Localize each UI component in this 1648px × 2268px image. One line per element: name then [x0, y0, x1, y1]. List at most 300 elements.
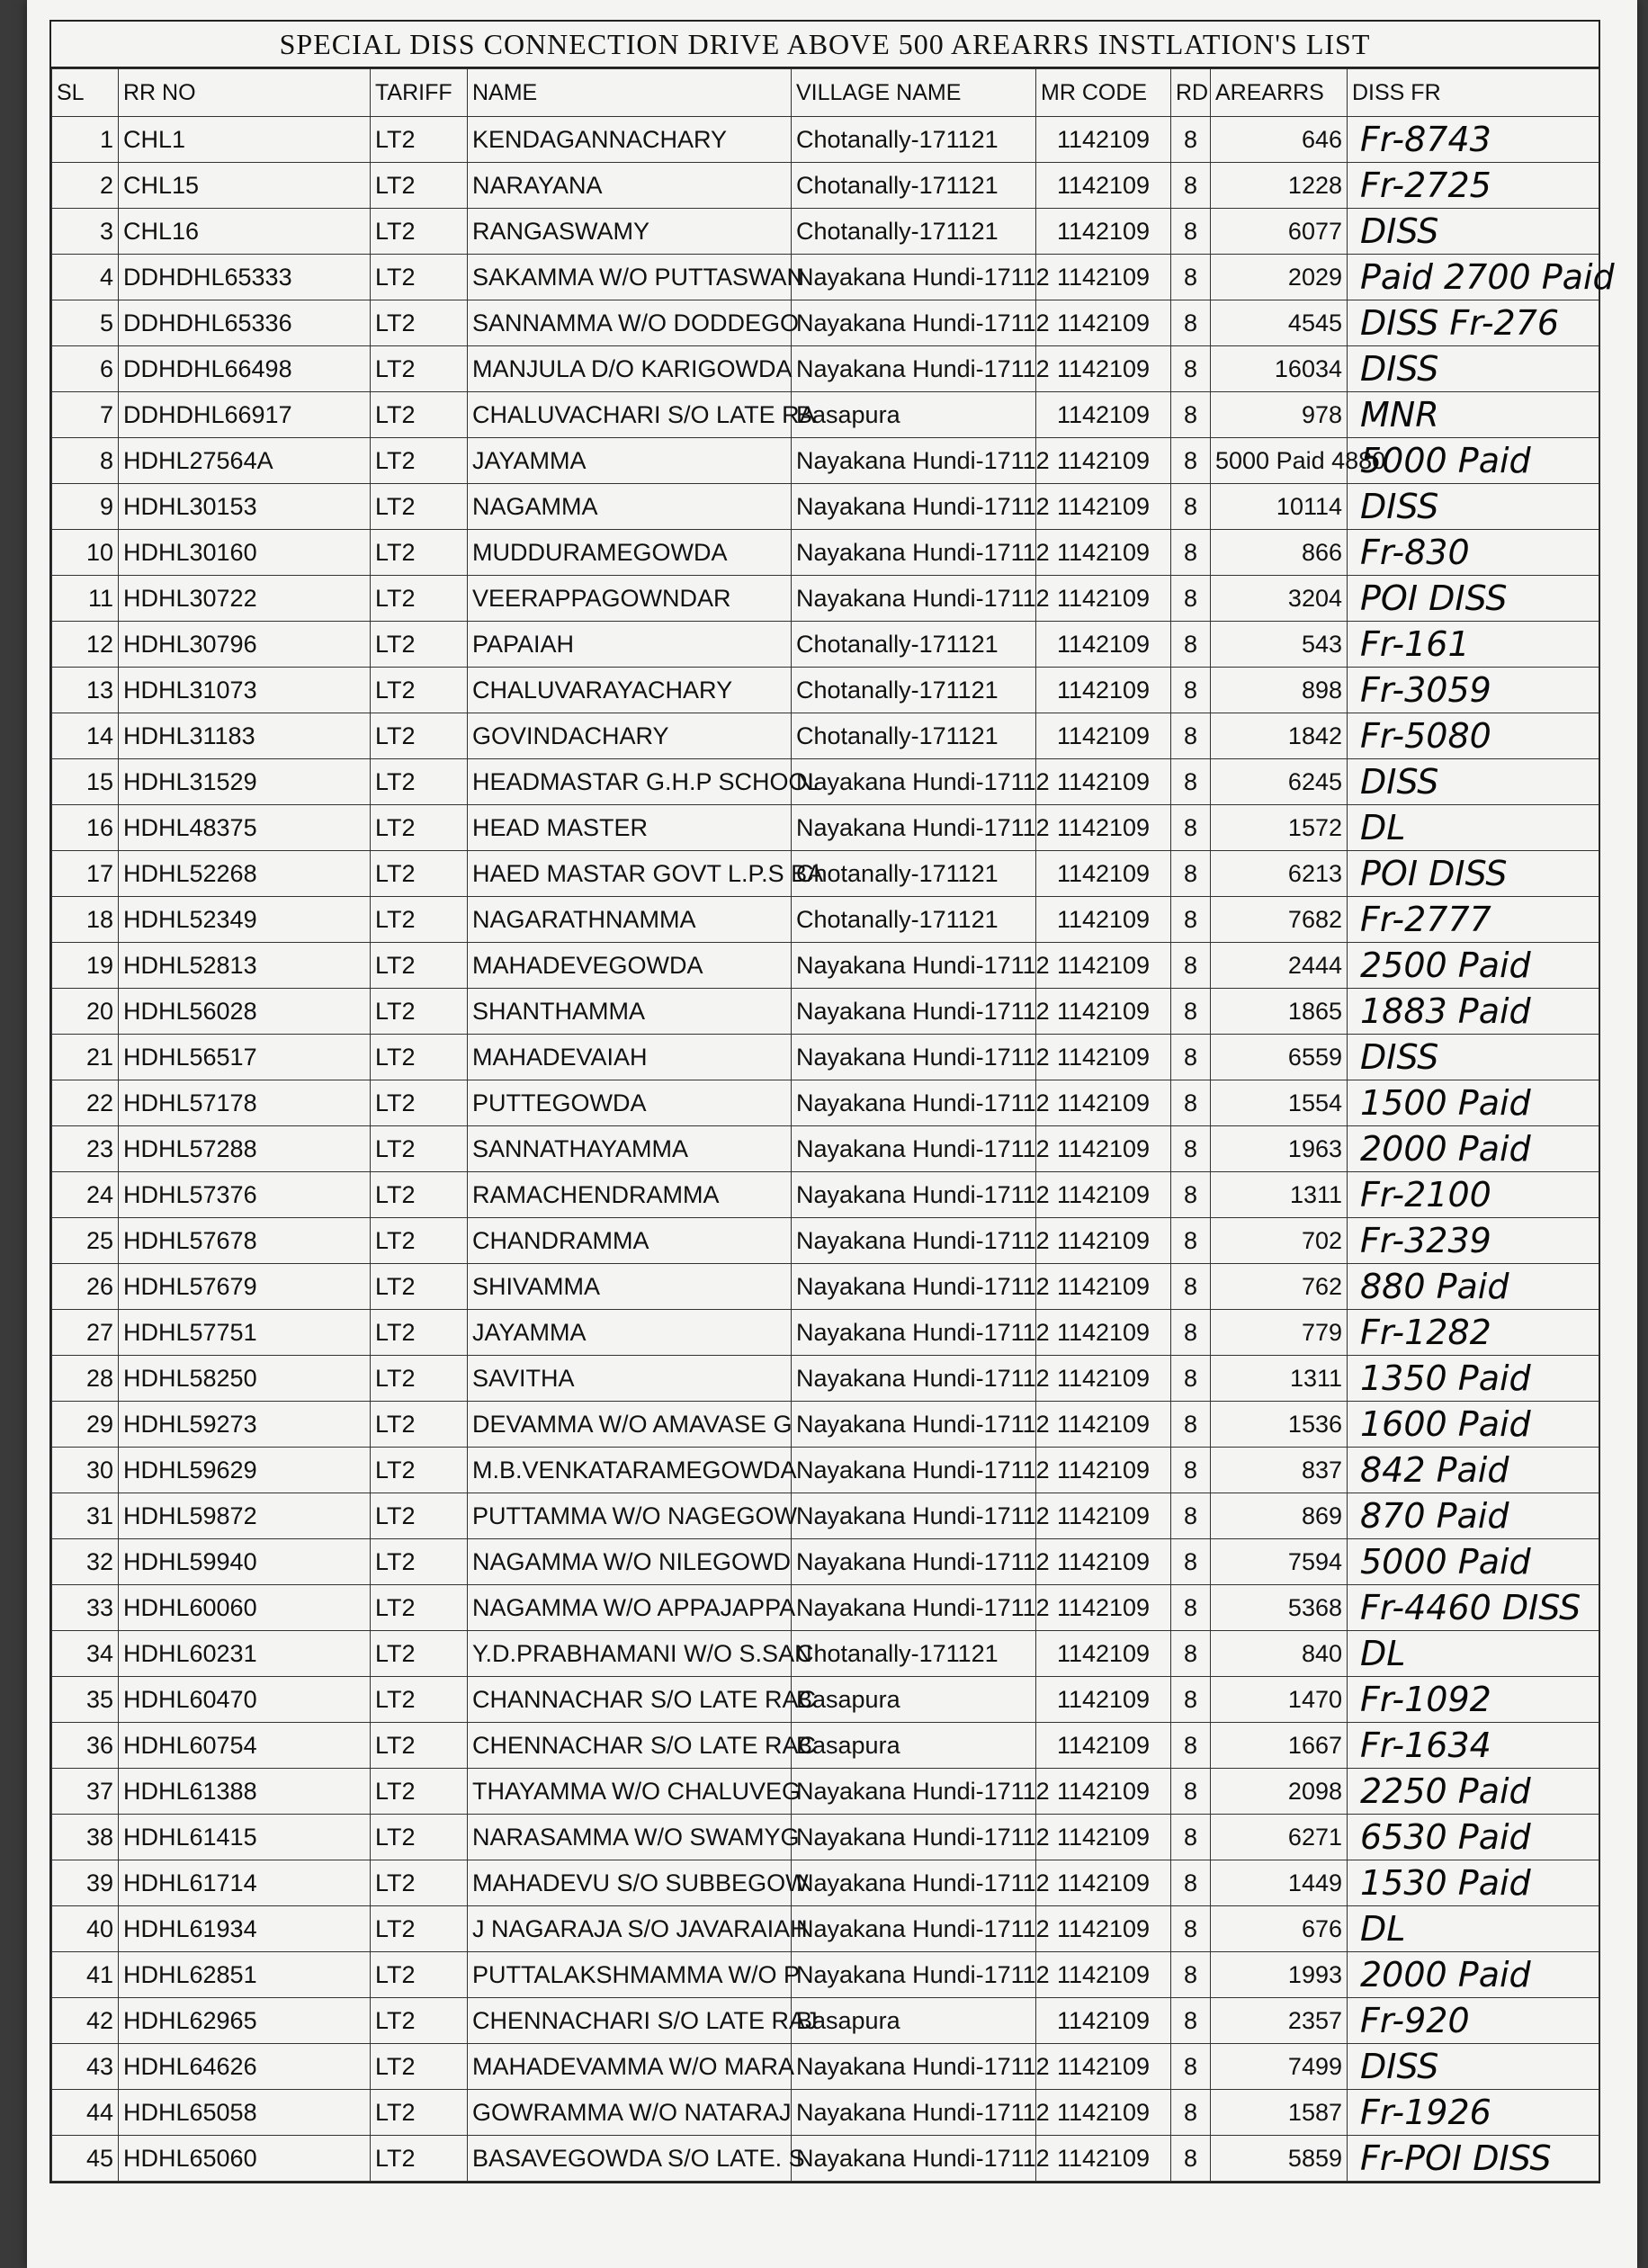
cell-arrears: 7594 [1211, 1539, 1348, 1585]
cell-rr-no: HDHL48375 [119, 805, 371, 851]
cell-name: DEVAMMA W/O AMAVASE G [468, 1402, 792, 1448]
cell-rd: 8 [1171, 1539, 1211, 1585]
cell-sl: 3 [52, 209, 119, 255]
table-row [52, 484, 1599, 530]
cell-arrears: 676 [1211, 1906, 1348, 1952]
cell-diss-fr: DISS Fr-276 [1348, 300, 1599, 346]
installations-table [51, 68, 1615, 2182]
cell-rr-no: HDHL31073 [119, 668, 371, 713]
cell-sl: 43 [52, 2044, 119, 2090]
cell-rd: 8 [1171, 897, 1211, 943]
cell-rr-no: HDHL30796 [119, 622, 371, 668]
cell-village: Nayakana Hundi-17112 [792, 484, 1036, 530]
cell-tariff: LT2 [371, 346, 468, 392]
cell-village: Nayakana Hundi-17112 [792, 1402, 1036, 1448]
table-row [52, 2044, 1599, 2090]
cell-tariff: LT2 [371, 1310, 468, 1356]
table-row [52, 1860, 1599, 1906]
cell-rr-no: HDHL59273 [119, 1402, 371, 1448]
cell-rd: 8 [1171, 2090, 1211, 2136]
cell-tariff: LT2 [371, 759, 468, 805]
cell-tariff: LT2 [371, 209, 468, 255]
cell-name: JAYAMMA [468, 1310, 792, 1356]
cell-mr-code: 1142109 [1036, 943, 1171, 989]
cell-rd: 8 [1171, 1035, 1211, 1080]
cell-rd: 8 [1171, 1769, 1211, 1815]
cell-village: Nayakana Hundi-17112 [792, 2044, 1036, 2090]
cell-diss-fr: 1530 Paid [1348, 1860, 1599, 1906]
cell-village: Nayakana Hundi-17112 [792, 255, 1036, 300]
cell-tariff: LT2 [371, 1402, 468, 1448]
cell-village: Nayakana Hundi-17112 [792, 1952, 1036, 1998]
cell-diss-fr: 1600 Paid [1348, 1402, 1599, 1448]
table-row [52, 1264, 1599, 1310]
col-header-arrears: AREARRS [1211, 69, 1348, 117]
cell-mr-code: 1142109 [1036, 897, 1171, 943]
cell-sl: 10 [52, 530, 119, 576]
cell-rd: 8 [1171, 1448, 1211, 1493]
cell-village: Nayakana Hundi-17112 [792, 989, 1036, 1035]
cell-name: M.B.VENKATARAMEGOWDA [468, 1448, 792, 1493]
cell-arrears: 2357 [1211, 1998, 1348, 2044]
cell-rd: 8 [1171, 209, 1211, 255]
cell-mr-code: 1142109 [1036, 1860, 1171, 1906]
cell-arrears: 1449 [1211, 1860, 1348, 1906]
cell-diss-fr: POI DISS [1348, 576, 1599, 622]
cell-sl: 23 [52, 1126, 119, 1172]
cell-rr-no: HDHL31183 [119, 713, 371, 759]
cell-arrears: 1470 [1211, 1677, 1348, 1723]
cell-diss-fr: DISS [1348, 484, 1599, 530]
cell-village: Nayakana Hundi-17112 [792, 1539, 1036, 1585]
cell-tariff: LT2 [371, 989, 468, 1035]
cell-mr-code: 1142109 [1036, 1218, 1171, 1264]
cell-name: SAKAMMA W/O PUTTASWAN [468, 255, 792, 300]
cell-diss-fr: 1500 Paid [1348, 1080, 1599, 1126]
cell-rr-no: DDHDHL66498 [119, 346, 371, 392]
cell-rd: 8 [1171, 1860, 1211, 1906]
cell-village: Basapura [792, 1723, 1036, 1769]
table-row [52, 668, 1599, 713]
cell-arrears: 1572 [1211, 805, 1348, 851]
cell-rd: 8 [1171, 713, 1211, 759]
cell-mr-code: 1142109 [1036, 1631, 1171, 1677]
cell-name: PUTTALAKSHMAMMA W/O P [468, 1952, 792, 1998]
cell-rd: 8 [1171, 1631, 1211, 1677]
cell-tariff: LT2 [371, 1080, 468, 1126]
cell-tariff: LT2 [371, 897, 468, 943]
cell-mr-code: 1142109 [1036, 1126, 1171, 1172]
cell-rr-no: HDHL57376 [119, 1172, 371, 1218]
cell-sl: 2 [52, 163, 119, 209]
cell-rr-no: HDHL57751 [119, 1310, 371, 1356]
cell-rr-no: HDHL58250 [119, 1356, 371, 1402]
cell-rd: 8 [1171, 438, 1211, 484]
cell-diss-fr: 2000 Paid [1348, 1126, 1599, 1172]
cell-name: CHENNACHAR S/O LATE RAC [468, 1723, 792, 1769]
cell-rd: 8 [1171, 989, 1211, 1035]
cell-rr-no: HDHL31529 [119, 759, 371, 805]
cell-mr-code: 1142109 [1036, 576, 1171, 622]
cell-rr-no: HDHL61714 [119, 1860, 371, 1906]
cell-mr-code: 1142109 [1036, 1356, 1171, 1402]
cell-village: Nayakana Hundi-17112 [792, 438, 1036, 484]
cell-rd: 8 [1171, 484, 1211, 530]
cell-sl: 36 [52, 1723, 119, 1769]
table-row [52, 1126, 1599, 1172]
cell-tariff: LT2 [371, 1493, 468, 1539]
cell-name: MAHADEVU S/O SUBBEGOW [468, 1860, 792, 1906]
cell-rr-no: HDHL56517 [119, 1035, 371, 1080]
cell-name: BASAVEGOWDA S/O LATE. S [468, 2136, 792, 2182]
cell-rd: 8 [1171, 530, 1211, 576]
cell-diss-fr: Fr-1926 [1348, 2090, 1599, 2136]
cell-mr-code: 1142109 [1036, 989, 1171, 1035]
cell-rd: 8 [1171, 576, 1211, 622]
cell-village: Nayakana Hundi-17112 [792, 1080, 1036, 1126]
cell-mr-code: 1142109 [1036, 1080, 1171, 1126]
cell-sl: 19 [52, 943, 119, 989]
cell-name: JAYAMMA [468, 438, 792, 484]
cell-village: Basapura [792, 1677, 1036, 1723]
cell-mr-code: 1142109 [1036, 1493, 1171, 1539]
cell-diss-fr: DL [1348, 1631, 1599, 1677]
cell-name: NAGAMMA [468, 484, 792, 530]
cell-rr-no: HDHL61388 [119, 1769, 371, 1815]
cell-tariff: LT2 [371, 1906, 468, 1952]
cell-diss-fr: Fr-POI DISS [1348, 2136, 1599, 2182]
cell-rr-no: HDHL62965 [119, 1998, 371, 2044]
cell-diss-fr: Fr-2777 [1348, 897, 1599, 943]
cell-rd: 8 [1171, 1126, 1211, 1172]
cell-sl: 11 [52, 576, 119, 622]
cell-diss-fr: DISS [1348, 209, 1599, 255]
cell-village: Nayakana Hundi-17112 [792, 1126, 1036, 1172]
cell-arrears: 7682 [1211, 897, 1348, 943]
cell-name: KENDAGANNACHARY [468, 117, 792, 163]
cell-rd: 8 [1171, 851, 1211, 897]
col-header-rr-no: RR NO [119, 69, 371, 117]
cell-arrears: 2029 [1211, 255, 1348, 300]
cell-diss-fr: 1350 Paid [1348, 1356, 1599, 1402]
cell-sl: 34 [52, 1631, 119, 1677]
cell-diss-fr: 6530 Paid [1348, 1815, 1599, 1860]
col-header-sl: SL [52, 69, 119, 117]
cell-sl: 26 [52, 1264, 119, 1310]
cell-tariff: LT2 [371, 1815, 468, 1860]
cell-village: Nayakana Hundi-17112 [792, 2090, 1036, 2136]
cell-diss-fr: Fr-920 [1348, 1998, 1599, 2044]
cell-village: Nayakana Hundi-17112 [792, 1218, 1036, 1264]
cell-diss-fr: DISS [1348, 1035, 1599, 1080]
cell-village: Nayakana Hundi-17112 [792, 759, 1036, 805]
cell-rr-no: HDHL60470 [119, 1677, 371, 1723]
cell-arrears: 5859 [1211, 2136, 1348, 2182]
cell-tariff: LT2 [371, 1860, 468, 1906]
cell-rr-no: HDHL27564A [119, 438, 371, 484]
cell-arrears: 1554 [1211, 1080, 1348, 1126]
cell-name: HEAD MASTER [468, 805, 792, 851]
cell-rd: 8 [1171, 1815, 1211, 1860]
cell-diss-fr: 880 Paid [1348, 1264, 1599, 1310]
cell-village: Chotanally-171121 [792, 163, 1036, 209]
cell-mr-code: 1142109 [1036, 713, 1171, 759]
cell-sl: 8 [52, 438, 119, 484]
cell-village: Nayakana Hundi-17112 [792, 300, 1036, 346]
cell-mr-code: 1142109 [1036, 805, 1171, 851]
cell-village: Chotanally-171121 [792, 851, 1036, 897]
cell-tariff: LT2 [371, 1448, 468, 1493]
cell-rr-no: HDHL60754 [119, 1723, 371, 1769]
col-header-rd: RD [1171, 69, 1211, 117]
cell-arrears: 1963 [1211, 1126, 1348, 1172]
cell-arrears: 1536 [1211, 1402, 1348, 1448]
cell-name: GOVINDACHARY [468, 713, 792, 759]
cell-tariff: LT2 [371, 2136, 468, 2182]
cell-rd: 8 [1171, 1677, 1211, 1723]
cell-village: Nayakana Hundi-17112 [792, 1493, 1036, 1539]
cell-name: MANJULA D/O KARIGOWDA [468, 346, 792, 392]
cell-arrears: 837 [1211, 1448, 1348, 1493]
cell-village: Chotanally-171121 [792, 668, 1036, 713]
cell-rr-no: HDHL57178 [119, 1080, 371, 1126]
cell-rd: 8 [1171, 1585, 1211, 1631]
cell-name: NAGAMMA W/O NILEGOWD [468, 1539, 792, 1585]
cell-village: Nayakana Hundi-17112 [792, 1815, 1036, 1860]
cell-arrears: 10114 [1211, 484, 1348, 530]
cell-rd: 8 [1171, 1906, 1211, 1952]
cell-rr-no: HDHL52349 [119, 897, 371, 943]
cell-tariff: LT2 [371, 713, 468, 759]
cell-mr-code: 1142109 [1036, 1539, 1171, 1585]
cell-diss-fr: Paid 2700 Paid [1348, 255, 1599, 300]
cell-mr-code: 1142109 [1036, 1585, 1171, 1631]
cell-name: NAGARATHNAMMA [468, 897, 792, 943]
cell-name: SHIVAMMA [468, 1264, 792, 1310]
table-row [52, 1723, 1599, 1769]
cell-diss-fr: 5000 Paid [1348, 1539, 1599, 1585]
cell-village: Basapura [792, 1998, 1036, 2044]
cell-rr-no: HDHL30722 [119, 576, 371, 622]
cell-arrears: 1667 [1211, 1723, 1348, 1769]
cell-village: Basapura [792, 392, 1036, 438]
cell-rr-no: HDHL57678 [119, 1218, 371, 1264]
cell-tariff: LT2 [371, 1035, 468, 1080]
cell-name: MUDDURAMEGOWDA [468, 530, 792, 576]
table-row [52, 989, 1599, 1035]
cell-mr-code: 1142109 [1036, 484, 1171, 530]
cell-name: CHANDRAMMA [468, 1218, 792, 1264]
cell-sl: 27 [52, 1310, 119, 1356]
cell-sl: 42 [52, 1998, 119, 2044]
cell-tariff: LT2 [371, 1998, 468, 2044]
cell-rr-no: DDHDHL66917 [119, 392, 371, 438]
cell-rr-no: HDHL64626 [119, 2044, 371, 2090]
cell-name: CHALUVACHARI S/O LATE RA [468, 392, 792, 438]
cell-mr-code: 1142109 [1036, 300, 1171, 346]
table-row [52, 346, 1599, 392]
cell-arrears: 6077 [1211, 209, 1348, 255]
cell-arrears: 16034 [1211, 346, 1348, 392]
cell-mr-code: 1142109 [1036, 117, 1171, 163]
cell-rr-no: CHL15 [119, 163, 371, 209]
cell-diss-fr: Fr-1282 [1348, 1310, 1599, 1356]
cell-mr-code: 1142109 [1036, 1402, 1171, 1448]
cell-diss-fr: DISS [1348, 759, 1599, 805]
cell-mr-code: 1142109 [1036, 163, 1171, 209]
table-row [52, 1448, 1599, 1493]
cell-arrears: 1865 [1211, 989, 1348, 1035]
cell-sl: 14 [52, 713, 119, 759]
cell-tariff: LT2 [371, 1356, 468, 1402]
cell-arrears: 702 [1211, 1218, 1348, 1264]
cell-rd: 8 [1171, 117, 1211, 163]
cell-village: Nayakana Hundi-17112 [792, 1906, 1036, 1952]
cell-tariff: LT2 [371, 530, 468, 576]
cell-name: NARAYANA [468, 163, 792, 209]
cell-arrears: 1587 [1211, 2090, 1348, 2136]
cell-mr-code: 1142109 [1036, 1677, 1171, 1723]
cell-arrears: 866 [1211, 530, 1348, 576]
cell-diss-fr: 5000 Paid [1348, 438, 1599, 484]
cell-village: Nayakana Hundi-17112 [792, 1310, 1036, 1356]
cell-diss-fr: Fr-3239 [1348, 1218, 1599, 1264]
cell-diss-fr: MNR [1348, 392, 1599, 438]
cell-rr-no: HDHL61415 [119, 1815, 371, 1860]
cell-sl: 44 [52, 2090, 119, 2136]
cell-sl: 6 [52, 346, 119, 392]
cell-rd: 8 [1171, 1356, 1211, 1402]
cell-rd: 8 [1171, 1493, 1211, 1539]
cell-name: GOWRAMMA W/O NATARAJ [468, 2090, 792, 2136]
cell-name: VEERAPPAGOWNDAR [468, 576, 792, 622]
cell-name: CHALUVARAYACHARY [468, 668, 792, 713]
cell-tariff: LT2 [371, 484, 468, 530]
cell-name: HEADMASTAR G.H.P SCHOOL [468, 759, 792, 805]
cell-mr-code: 1142109 [1036, 668, 1171, 713]
cell-tariff: LT2 [371, 2090, 468, 2136]
cell-sl: 22 [52, 1080, 119, 1126]
cell-arrears: 1228 [1211, 163, 1348, 209]
cell-rr-no: HDHL59629 [119, 1448, 371, 1493]
cell-mr-code: 1142109 [1036, 392, 1171, 438]
cell-sl: 7 [52, 392, 119, 438]
cell-name: RANGASWAMY [468, 209, 792, 255]
cell-arrears: 6213 [1211, 851, 1348, 897]
table-row [52, 438, 1599, 484]
cell-rr-no: HDHL59940 [119, 1539, 371, 1585]
table-row [52, 805, 1599, 851]
cell-village: Nayakana Hundi-17112 [792, 576, 1036, 622]
cell-tariff: LT2 [371, 1769, 468, 1815]
cell-diss-fr: 842 Paid [1348, 1448, 1599, 1493]
cell-name: MAHADEVEGOWDA [468, 943, 792, 989]
cell-rd: 8 [1171, 668, 1211, 713]
cell-rr-no: HDHL30153 [119, 484, 371, 530]
cell-mr-code: 1142109 [1036, 1448, 1171, 1493]
cell-name: PUTTAMMA W/O NAGEGOW [468, 1493, 792, 1539]
cell-arrears: 6559 [1211, 1035, 1348, 1080]
cell-village: Nayakana Hundi-17112 [792, 2136, 1036, 2182]
cell-rd: 8 [1171, 255, 1211, 300]
cell-name: HAED MASTAR GOVT L.P.S BA [468, 851, 792, 897]
cell-diss-fr: Fr-1092 [1348, 1677, 1599, 1723]
table-row [52, 1402, 1599, 1448]
table-row [52, 163, 1599, 209]
cell-mr-code: 1142109 [1036, 2044, 1171, 2090]
table-row [52, 576, 1599, 622]
cell-rr-no: HDHL61934 [119, 1906, 371, 1952]
cell-rd: 8 [1171, 1998, 1211, 2044]
col-header-mr-code: MR CODE [1036, 69, 1171, 117]
cell-rr-no: HDHL57679 [119, 1264, 371, 1310]
cell-sl: 33 [52, 1585, 119, 1631]
cell-name: PAPAIAH [468, 622, 792, 668]
table-row [52, 1080, 1599, 1126]
table-row [52, 622, 1599, 668]
cell-rr-no: HDHL60060 [119, 1585, 371, 1631]
table-row [52, 2136, 1599, 2182]
cell-tariff: LT2 [371, 300, 468, 346]
cell-rr-no: CHL16 [119, 209, 371, 255]
cell-arrears: 5000 Paid 4880 [1211, 438, 1348, 484]
cell-diss-fr: DISS [1348, 346, 1599, 392]
cell-arrears: 898 [1211, 668, 1348, 713]
table-row [52, 530, 1599, 576]
cell-rd: 8 [1171, 1264, 1211, 1310]
cell-village: Chotanally-171121 [792, 897, 1036, 943]
col-header-village: VILLAGE NAME [792, 69, 1036, 117]
cell-diss-fr: 1883 Paid [1348, 989, 1599, 1035]
cell-name: SANNATHAYAMMA [468, 1126, 792, 1172]
cell-name: MAHADEVAIAH [468, 1035, 792, 1080]
cell-mr-code: 1142109 [1036, 1906, 1171, 1952]
cell-arrears: 3204 [1211, 576, 1348, 622]
cell-diss-fr: Fr-1634 [1348, 1723, 1599, 1769]
cell-village: Chotanally-171121 [792, 117, 1036, 163]
header-row [52, 69, 1599, 117]
cell-mr-code: 1142109 [1036, 2136, 1171, 2182]
cell-sl: 21 [52, 1035, 119, 1080]
cell-tariff: LT2 [371, 163, 468, 209]
cell-name: SHANTHAMMA [468, 989, 792, 1035]
cell-sl: 39 [52, 1860, 119, 1906]
paper-sheet [27, 0, 1637, 2268]
table-row [52, 300, 1599, 346]
table-row [52, 1310, 1599, 1356]
cell-sl: 29 [52, 1402, 119, 1448]
cell-sl: 32 [52, 1539, 119, 1585]
cell-village: Chotanally-171121 [792, 1631, 1036, 1677]
cell-sl: 45 [52, 2136, 119, 2182]
cell-village: Nayakana Hundi-17112 [792, 1585, 1036, 1631]
cell-arrears: 869 [1211, 1493, 1348, 1539]
cell-village: Nayakana Hundi-17112 [792, 346, 1036, 392]
cell-sl: 18 [52, 897, 119, 943]
cell-rd: 8 [1171, 1218, 1211, 1264]
cell-sl: 31 [52, 1493, 119, 1539]
cell-sl: 25 [52, 1218, 119, 1264]
cell-diss-fr: Fr-3059 [1348, 668, 1599, 713]
cell-tariff: LT2 [371, 1677, 468, 1723]
cell-diss-fr: Fr-4460 DISS [1348, 1585, 1599, 1631]
cell-name: PUTTEGOWDA [468, 1080, 792, 1126]
cell-rr-no: HDHL57288 [119, 1126, 371, 1172]
cell-tariff: LT2 [371, 622, 468, 668]
cell-mr-code: 1142109 [1036, 209, 1171, 255]
cell-mr-code: 1142109 [1036, 851, 1171, 897]
cell-arrears: 1993 [1211, 1952, 1348, 1998]
